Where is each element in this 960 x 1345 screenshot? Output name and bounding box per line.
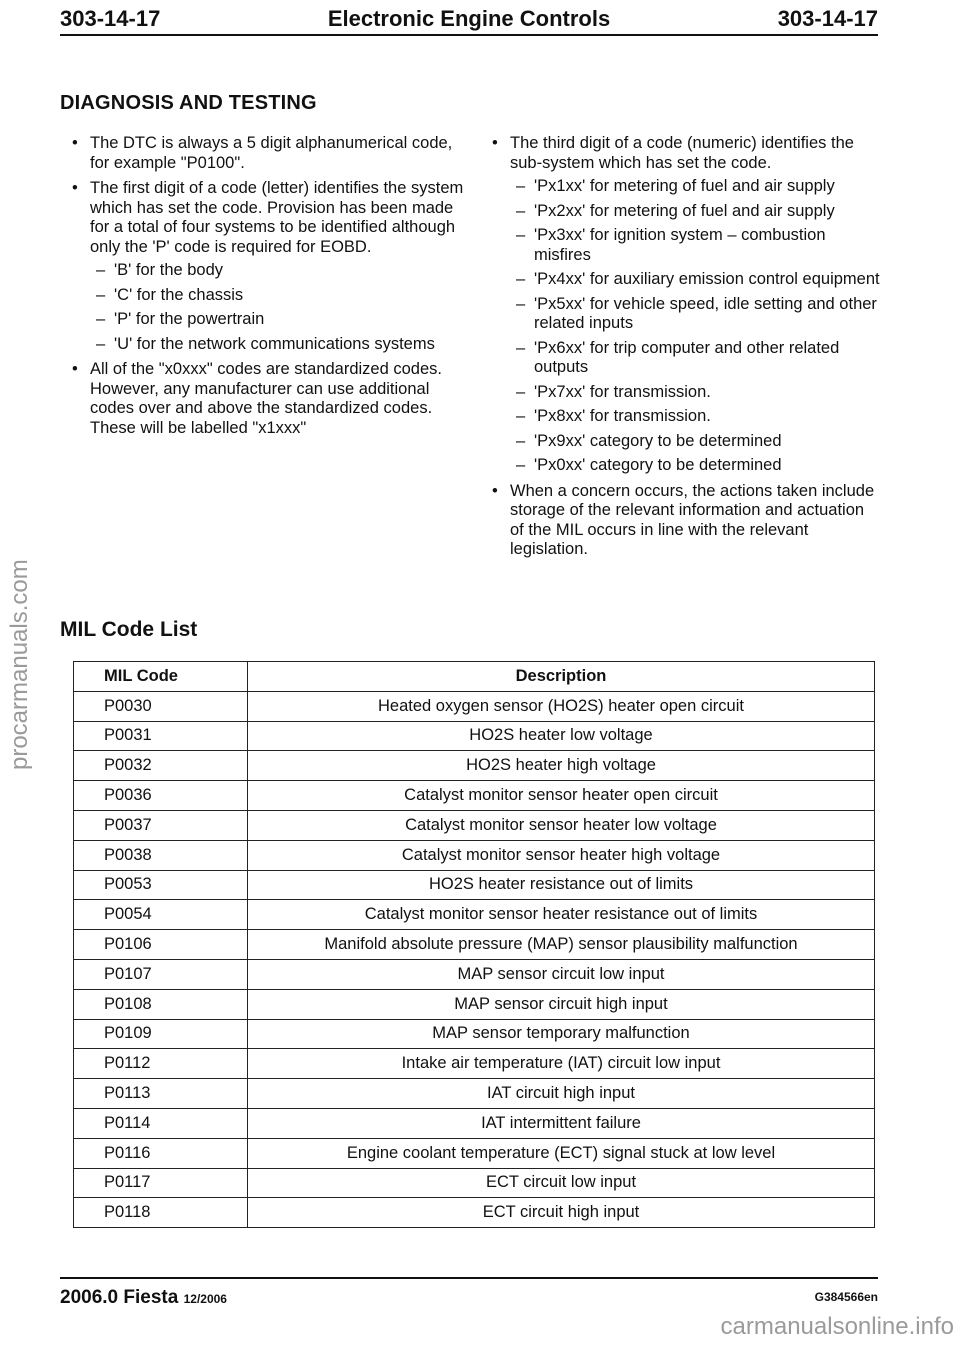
table-row — [74, 1019, 875, 1049]
description-cell: ECT circuit low input — [248, 1168, 875, 1198]
dash-item — [90, 310, 466, 330]
mil-code-cell: P0054 — [74, 900, 248, 930]
dash-icon: – — [516, 407, 526, 425]
table-row — [74, 840, 875, 870]
bullet-icon: • — [492, 481, 498, 500]
dash-icon: – — [516, 431, 526, 450]
bottom-watermark: carmanualsonline.info — [720, 1313, 954, 1340]
dash-icon: – — [96, 334, 106, 353]
subsystem-text: 'Px7xx' for transmission. — [534, 382, 711, 401]
bullet-icon: • — [72, 179, 78, 197]
dash-icon: – — [516, 338, 526, 357]
system-text: 'U' for the network communications systems — [114, 334, 435, 353]
dash-item — [90, 335, 466, 355]
mil-code-cell: P0116 — [74, 1138, 248, 1168]
mil-code-cell: P0036 — [74, 781, 248, 811]
table-row — [74, 751, 875, 781]
description-cell: HO2S heater resistance out of limits — [248, 870, 875, 900]
dash-item — [90, 261, 466, 281]
side-watermark-text: procarmanuals.com — [6, 559, 33, 770]
bullet-text: When a concern occurs, the actions taken include storage of the relevant information and actuation of the MIL occurs in line with the relevant legislation. — [510, 481, 875, 558]
bullet-text: The DTC is always a 5 digit alphanumerical code, for example "P0100". — [90, 134, 453, 172]
mil-code-cell: P0106 — [74, 930, 248, 960]
dash-icon: – — [516, 226, 526, 244]
description-cell: ECT circuit high input — [248, 1198, 875, 1228]
bullet-text: The first digit of a code (letter) identifies the system which has set the code. Provision has been made for a total of four systems to be identified although only the 'P' code is required for EOBD. — [90, 179, 464, 256]
dash-icon: – — [516, 177, 526, 195]
system-text: 'B' for the body — [114, 261, 224, 279]
description-cell: Engine coolant temperature (ECT) signal stuck at low level — [248, 1138, 875, 1168]
bullet-item — [486, 134, 881, 476]
description-cell: MAP sensor circuit low input — [248, 959, 875, 989]
mil-code-cell: P0113 — [74, 1079, 248, 1109]
bullet-text: All of the "x0xxx" codes are standardized codes. However, any manufacturer can use additional codes over and above the standardized codes. These will be labelled "x1xxx" — [90, 360, 442, 437]
description-cell: Catalyst monitor sensor heater high voltage — [248, 840, 875, 870]
dash-icon: – — [96, 261, 106, 279]
description-cell: HO2S heater high voltage — [248, 751, 875, 781]
table-row — [74, 721, 875, 751]
header-section-code-left: 303-14-17 — [60, 6, 161, 31]
description-cell: Catalyst monitor sensor heater resistance out of limits — [248, 900, 875, 930]
dash-icon: – — [96, 310, 106, 328]
description-cell: Manifold absolute pressure (MAP) sensor plausibility malfunction — [248, 930, 875, 960]
table-row — [74, 1168, 875, 1198]
mil-code-cell: P0037 — [74, 810, 248, 840]
subsystem-text: 'Px0xx' category to be determined — [534, 456, 782, 474]
mil-code-cell: P0117 — [74, 1168, 248, 1198]
table-row — [74, 1198, 875, 1228]
mil-code-cell: P0109 — [74, 1019, 248, 1049]
header-rule — [60, 34, 878, 36]
dash-icon: – — [516, 382, 526, 401]
footer-doc-code: G384566en — [814, 1290, 878, 1304]
dash-item — [510, 202, 881, 222]
mil-code-cell: P0053 — [74, 870, 248, 900]
table-row — [74, 989, 875, 1019]
description-cell: Catalyst monitor sensor heater open circuit — [248, 781, 875, 811]
subsystem-text: 'Px1xx' for metering of fuel and air supply — [534, 177, 835, 195]
subsystem-text: 'Px9xx' category to be determined — [534, 431, 782, 450]
footer-model-name: 2006.0 Fiesta — [60, 1287, 179, 1308]
description-cell: Intake air temperature (IAT) circuit low input — [248, 1049, 875, 1079]
dash-item — [510, 339, 881, 378]
table-row — [74, 1108, 875, 1138]
system-text: 'C' for the chassis — [114, 285, 244, 304]
description-cell: MAP sensor temporary malfunction — [248, 1019, 875, 1049]
left-column — [66, 134, 466, 444]
mil-code-list-heading: MIL Code List — [60, 618, 198, 641]
table-row — [74, 900, 875, 930]
table-header-row — [74, 662, 875, 692]
mil-code-table — [73, 661, 875, 1228]
bullet-text: The third digit of a code (numeric) identifies the sub-system which has set the code. — [510, 134, 854, 172]
bullet-icon: • — [492, 134, 498, 152]
dash-item — [510, 177, 881, 197]
column-header-description: Description — [248, 662, 875, 692]
dash-item — [510, 407, 881, 427]
mil-code-cell: P0030 — [74, 691, 248, 721]
dash-icon: – — [516, 294, 526, 313]
description-cell: IAT intermittent failure — [248, 1108, 875, 1138]
bullet-icon: • — [72, 360, 78, 378]
dash-item — [510, 270, 881, 290]
description-cell: HO2S heater low voltage — [248, 721, 875, 751]
subsystem-text: 'Px5xx' for vehicle speed, idle setting and other related inputs — [534, 294, 877, 332]
header-section-code-right: 303-14-17 — [777, 6, 878, 31]
footer-date: 12/2006 — [183, 1292, 227, 1306]
subsystem-text: 'Px3xx' for ignition system – combustion misfires — [534, 226, 826, 264]
table-row — [74, 691, 875, 721]
bullet-item — [66, 179, 466, 354]
subsystem-text: 'Px2xx' for metering of fuel and air supply — [534, 201, 835, 220]
table-row — [74, 930, 875, 960]
mil-code-table-wrapper — [73, 661, 875, 1228]
mil-code-cell: P0038 — [74, 840, 248, 870]
system-text: 'P' for the powertrain — [114, 310, 265, 328]
dash-icon: – — [516, 201, 526, 220]
dash-item — [510, 383, 881, 403]
dash-item — [510, 226, 881, 265]
footer-model — [60, 1287, 227, 1309]
mil-code-cell: P0118 — [74, 1198, 248, 1228]
subsystem-text: 'Px6xx' for trip computer and other related outputs — [534, 338, 840, 376]
table-row — [74, 870, 875, 900]
dash-item — [510, 456, 881, 476]
table-row — [74, 1049, 875, 1079]
mil-code-cell: P0114 — [74, 1108, 248, 1138]
header-title: Electronic Engine Controls — [327, 6, 611, 31]
dash-item — [90, 286, 466, 306]
dash-item — [510, 432, 881, 452]
description-cell: MAP sensor circuit high input — [248, 989, 875, 1019]
bullet-icon: • — [72, 134, 78, 152]
bullet-item — [66, 360, 466, 438]
table-row — [74, 781, 875, 811]
subsystem-text: 'Px8xx' for transmission. — [534, 407, 711, 425]
dash-icon: – — [516, 456, 526, 474]
page-header — [60, 4, 878, 34]
description-cell: Heated oxygen sensor (HO2S) heater open circuit — [248, 691, 875, 721]
mil-code-cell: P0107 — [74, 959, 248, 989]
column-header-mil-code: MIL Code — [74, 662, 248, 692]
dash-icon: – — [96, 285, 106, 304]
bullet-item — [66, 134, 466, 173]
subsystem-text: 'Px4xx' for auxiliary emission control equipment — [534, 270, 880, 288]
bullet-item — [486, 482, 881, 560]
mil-code-cell: P0032 — [74, 751, 248, 781]
mil-code-cell: P0108 — [74, 989, 248, 1019]
footer-rule — [60, 1277, 878, 1279]
table-row — [74, 810, 875, 840]
mil-code-cell: P0112 — [74, 1049, 248, 1079]
table-row — [74, 959, 875, 989]
right-column — [486, 134, 881, 566]
table-row — [74, 1138, 875, 1168]
description-cell: Catalyst monitor sensor heater low voltage — [248, 810, 875, 840]
dash-icon: – — [516, 270, 526, 288]
mil-code-cell: P0031 — [74, 721, 248, 751]
table-row — [74, 1079, 875, 1109]
dash-item — [510, 295, 881, 334]
description-cell: IAT circuit high input — [248, 1079, 875, 1109]
section-title: DIAGNOSIS AND TESTING — [60, 92, 317, 114]
